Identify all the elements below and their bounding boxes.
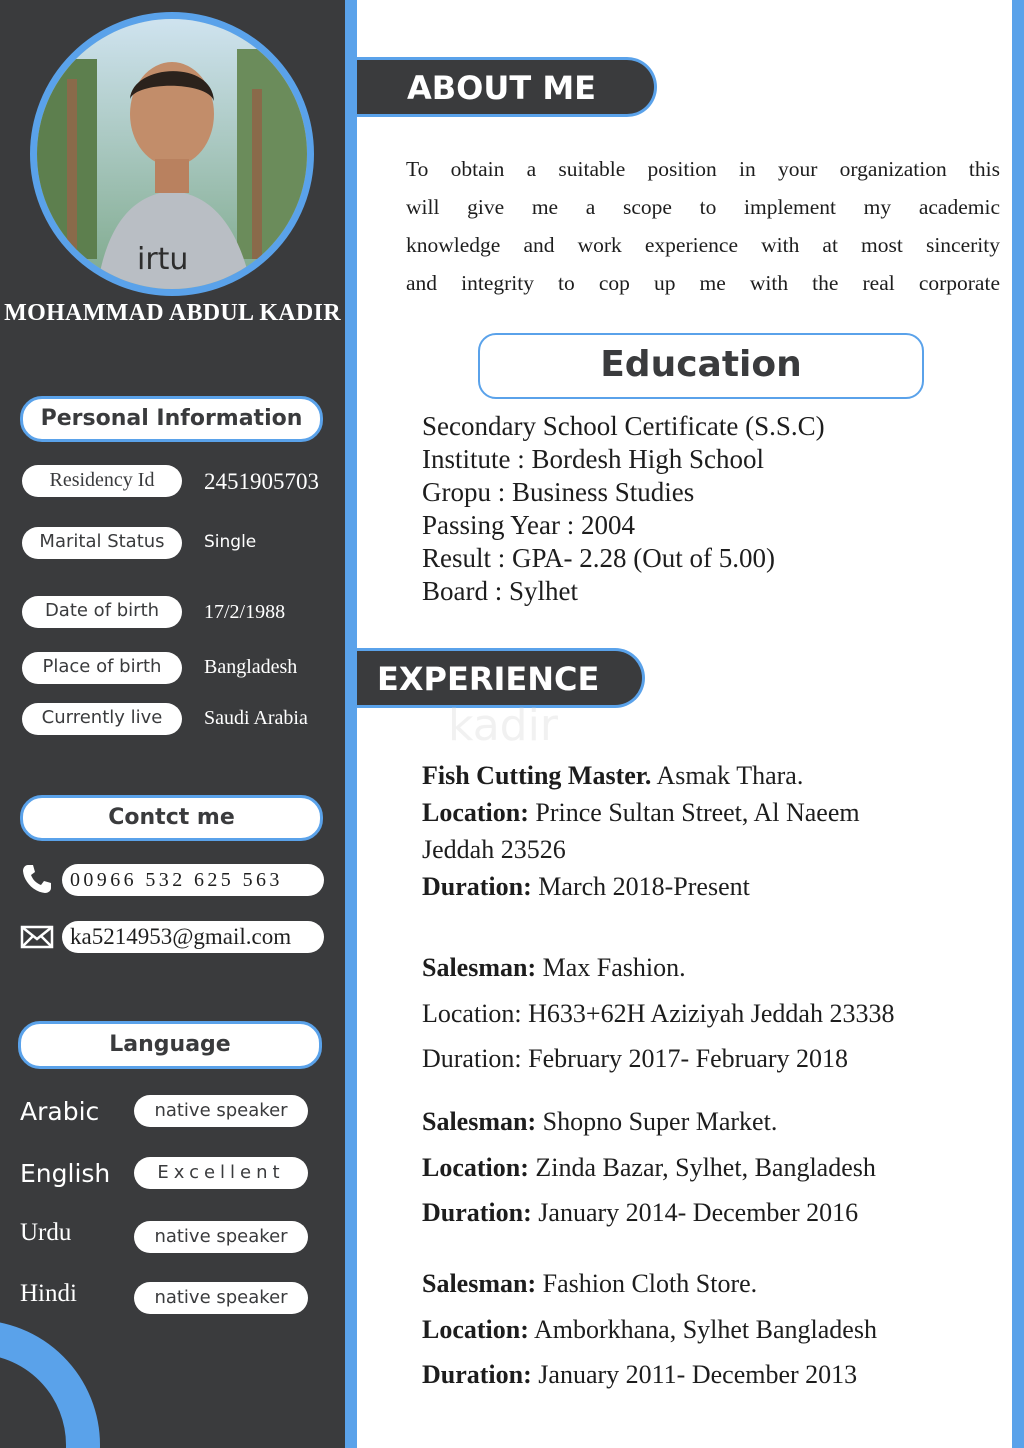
- phone-icon: [20, 862, 54, 896]
- job-duration-label: Duration:: [422, 1360, 532, 1389]
- job-role: Salesman:: [422, 953, 537, 982]
- language-english-level: Excellent: [134, 1157, 308, 1189]
- job-location-label: Location:: [422, 1152, 529, 1182]
- job-duration-label: Duration:: [422, 1044, 522, 1073]
- job-role: Salesman:: [422, 1269, 537, 1298]
- education-board: Board : Sylhet: [422, 576, 578, 606]
- job-location-label: Location:: [422, 998, 522, 1028]
- language-urdu: Urdu: [20, 1219, 72, 1246]
- language-hindi: Hindi: [20, 1280, 77, 1307]
- about-line: will give me a scope to implement my academic: [406, 195, 1000, 219]
- profile-photo: [30, 12, 314, 296]
- job-entry: [422, 757, 860, 905]
- residency-id-value: 2451905703: [204, 469, 319, 494]
- marital-status-value: Single: [204, 532, 257, 552]
- job-location: H633+62H Aziziyah Jeddah 23338: [528, 998, 895, 1028]
- job-duration-line: [422, 1036, 894, 1082]
- job-title-line: [422, 945, 894, 991]
- contact-header: Contct me: [20, 795, 323, 841]
- email-address[interactable]: ka5214953@gmail.com: [62, 921, 324, 953]
- job-duration-label: Duration:: [422, 872, 532, 901]
- job-location-line: [422, 794, 860, 831]
- education-header: Education: [478, 333, 924, 399]
- language-hindi-level: native speaker: [134, 1282, 308, 1314]
- education-certificate: Secondary School Certificate (S.S.C): [422, 411, 825, 441]
- about-me-header: ABOUT ME: [357, 57, 657, 117]
- job-title-line: [422, 757, 860, 794]
- job-company: Asmak Thara.: [656, 761, 804, 790]
- envelope-icon: [20, 920, 54, 954]
- job-location: Amborkhana, Sylhet Bangladesh: [533, 1314, 877, 1344]
- decorative-arc: [0, 1320, 100, 1448]
- svg-text:irtu: irtu: [137, 242, 189, 277]
- job-duration: January 2011- December 2013: [538, 1360, 858, 1389]
- job-role: Fish Cutting Master.: [422, 761, 652, 790]
- job-title-line: [422, 1099, 876, 1145]
- job-duration-line: [422, 868, 860, 905]
- place-of-birth-label: Place of birth: [22, 652, 182, 684]
- experience-header: EXPERIENCE: [357, 648, 645, 708]
- watermark: kadir: [448, 700, 558, 751]
- language-english: English: [20, 1159, 111, 1188]
- job-duration: January 2014- December 2016: [538, 1198, 859, 1227]
- job-role: Salesman:: [422, 1107, 537, 1136]
- job-location-label: Location:: [422, 798, 529, 827]
- job-location-line: [422, 991, 894, 1037]
- job-duration: March 2018-Present: [538, 872, 750, 901]
- language-arabic: Arabic: [20, 1097, 100, 1126]
- accent-divider: [345, 0, 357, 1448]
- education-details: [422, 410, 825, 608]
- currently-live-label: Currently live: [22, 703, 182, 735]
- phone-number[interactable]: 00966 532 625 563: [62, 864, 324, 896]
- job-location-label: Location:: [422, 1314, 529, 1344]
- place-of-birth-value: Bangladesh: [204, 656, 298, 678]
- job-duration-line: [422, 1352, 877, 1398]
- job-location: Zinda Bazar, Sylhet, Bangladesh: [535, 1152, 876, 1182]
- person-name: MOHAMMAD ABDUL KADIR: [4, 300, 341, 326]
- job-location: Prince Sultan Street, Al Naeem: [535, 798, 860, 827]
- job-entry: [422, 1099, 876, 1236]
- education-institute: Institute : Bordesh High School: [422, 444, 764, 474]
- job-location-line: [422, 1145, 876, 1191]
- currently-live-value: Saudi Arabia: [204, 707, 308, 729]
- date-of-birth-value: 17/2/1988: [204, 601, 286, 623]
- personal-info-header: Personal Information: [20, 396, 323, 442]
- job-duration-label: Duration:: [422, 1198, 532, 1227]
- language-header: Language: [18, 1021, 322, 1069]
- education-result: Result : GPA- 2.28 (Out of 5.00): [422, 543, 776, 573]
- about-me-text: [406, 150, 1000, 302]
- residency-id-label: Residency Id: [22, 465, 182, 497]
- education-group: Gropu : Business Studies: [422, 477, 695, 507]
- marital-status-label: Marital Status: [22, 527, 182, 559]
- job-company: Fashion Cloth Store.: [542, 1269, 758, 1298]
- language-arabic-level: native speaker: [134, 1095, 308, 1127]
- job-title-line: [422, 1261, 877, 1307]
- job-location-line-2: Jeddah 23526: [422, 835, 566, 864]
- accent-edge: [1012, 0, 1024, 1448]
- job-company: Shopno Super Market.: [542, 1107, 778, 1136]
- job-location-line: [422, 1307, 877, 1353]
- about-line: and integrity to cop up me with the real corporate: [406, 271, 1000, 295]
- about-line: knowledge and work experience with at most sincerity: [406, 233, 1000, 257]
- job-duration: February 2017- February 2018: [528, 1044, 849, 1073]
- about-line: To obtain a suitable position in your organization this: [406, 157, 1000, 181]
- language-urdu-level: native speaker: [134, 1221, 308, 1253]
- date-of-birth-label: Date of birth: [22, 596, 182, 628]
- job-entry: [422, 945, 894, 1082]
- job-company: Max Fashion.: [542, 953, 686, 982]
- job-entry: [422, 1261, 877, 1398]
- job-duration-line: [422, 1190, 876, 1236]
- education-passing-year: Passing Year : 2004: [422, 510, 636, 540]
